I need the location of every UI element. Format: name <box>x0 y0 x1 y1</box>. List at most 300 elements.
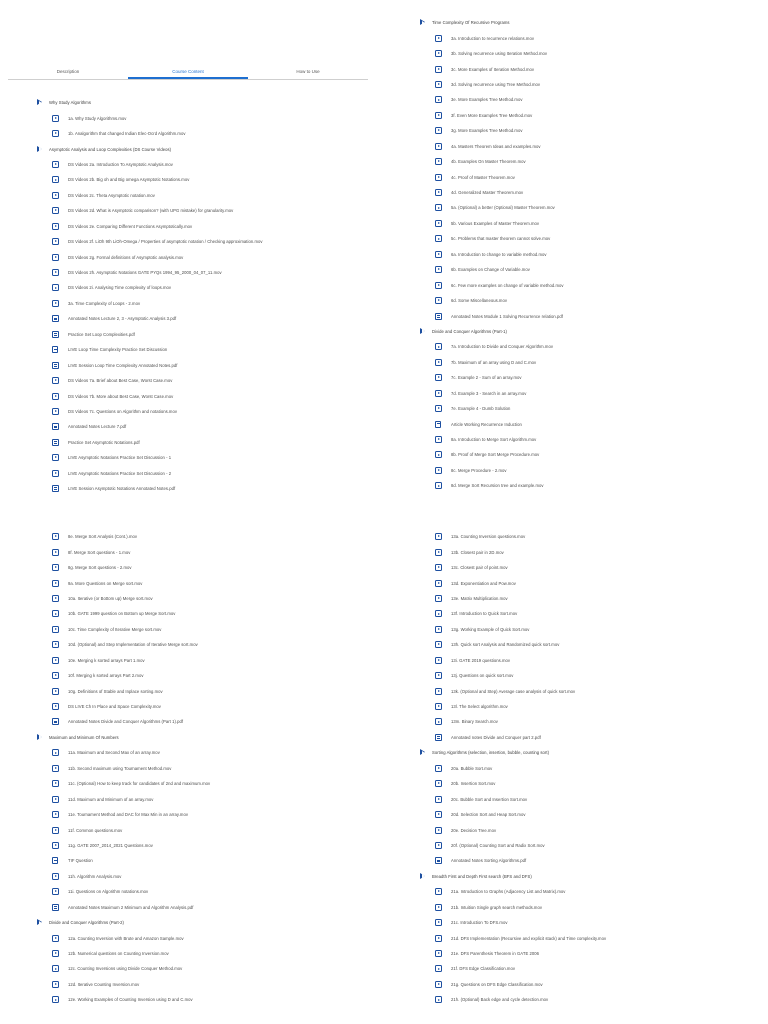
lesson-item[interactable] <box>384 653 768 668</box>
video-icon <box>435 657 442 664</box>
video-icon <box>52 470 59 477</box>
lesson-item[interactable] <box>384 247 768 262</box>
lesson-item[interactable] <box>384 30 768 45</box>
video-icon <box>435 436 442 443</box>
notes-icon <box>52 904 59 911</box>
notes-icon <box>52 331 59 338</box>
lesson-item[interactable] <box>0 807 384 822</box>
video-icon <box>435 235 442 242</box>
notes-icon <box>435 857 442 864</box>
lesson-item[interactable] <box>384 370 768 385</box>
lesson-item[interactable] <box>0 745 384 760</box>
video-icon <box>435 688 442 695</box>
lesson-title: 8b. Proof of Merge Sort Merge Procedure.mov <box>451 452 540 458</box>
video-icon <box>52 765 59 772</box>
lesson-item[interactable] <box>0 622 384 637</box>
lesson-item[interactable] <box>0 265 384 280</box>
lesson-item[interactable] <box>384 853 768 868</box>
lesson-item[interactable] <box>0 668 384 683</box>
lesson-title: 11h. Algorithm Analysis.mov <box>68 873 122 879</box>
lesson-title: 13e. Matrix Multiplication.mov <box>451 595 508 601</box>
lesson-title: 6d. Some Miscellaneous.mov <box>451 298 507 304</box>
screen-quadrant-bottom-left <box>0 512 384 1024</box>
lesson-item[interactable] <box>0 761 384 776</box>
lesson-item[interactable] <box>0 172 384 187</box>
lesson-item[interactable] <box>0 946 384 961</box>
lesson-title: 21a. Introduction to Graphs (Adjacency List and Matrix).mov <box>451 889 566 895</box>
video-icon <box>435 718 442 725</box>
lesson-title: 8c. Merge Procedure - 2.mov <box>451 467 507 473</box>
lesson-title: LIVE Asymptotic Notations Practice Set Discussion - 2 <box>68 470 172 476</box>
lesson-title: LIVE Session Asymptotic Notations Annotated Notes.pdf <box>68 486 176 492</box>
video-icon <box>52 657 59 664</box>
lesson-item[interactable] <box>384 575 768 590</box>
lesson-title: 21e. DFS Parenthesis Theorem in GATE 2006 <box>451 951 540 957</box>
video-icon <box>435 965 442 972</box>
lesson-item[interactable] <box>0 157 384 172</box>
lesson-title: 3b. Solving recurrence using Iteration Method.mov <box>451 51 548 57</box>
lesson-item[interactable] <box>0 234 384 249</box>
lesson-item[interactable] <box>0 822 384 837</box>
section-header[interactable] <box>0 95 384 110</box>
lesson-title: Article Working Recurrence Induction <box>451 421 522 427</box>
video-icon <box>435 626 442 633</box>
video-icon <box>52 641 59 648</box>
video-icon <box>435 282 442 289</box>
video-icon <box>52 996 59 1003</box>
lesson-title: DS Videos 2e. Comparing Different Functions Asymptotically.mov <box>68 223 193 229</box>
video-icon <box>435 610 442 617</box>
chevron-right-icon <box>37 919 43 926</box>
video-icon <box>52 610 59 617</box>
video-icon <box>52 935 59 942</box>
lesson-item[interactable] <box>384 807 768 822</box>
video-icon <box>435 451 442 458</box>
lesson-title: DS Videos 2c. Theta Asymptotic notation.mov <box>68 192 155 198</box>
lesson-item[interactable] <box>0 544 384 559</box>
section-header[interactable] <box>0 915 384 930</box>
course-content-list <box>384 15 768 494</box>
video-icon <box>435 220 442 227</box>
lesson-title: 20e. Decision Tree.mov <box>451 827 497 833</box>
section-header[interactable] <box>0 141 384 156</box>
lesson-title: DS Videos 7c. Questions on Algorithm and notations.mov <box>68 408 177 414</box>
notes-icon <box>52 423 59 430</box>
lesson-item[interactable] <box>0 838 384 853</box>
lesson-title: 3g. More Examples Tree Method.mov <box>451 128 523 134</box>
video-icon <box>435 266 442 273</box>
course-content-list <box>0 529 384 1008</box>
lesson-title: 13m. Binary Search.mov <box>451 719 498 725</box>
lesson-title: 13b. Closest pair in 2D.mov <box>451 549 504 555</box>
lesson-title: Annotated Notes Module 1 Solving Recurrence relation.pdf <box>451 313 563 319</box>
lesson-item[interactable] <box>0 529 384 544</box>
lesson-item[interactable] <box>0 930 384 945</box>
lesson-item[interactable] <box>0 203 384 218</box>
lesson-title: 21c. Introduction To DFS.mov <box>451 920 508 926</box>
lesson-title: 7e. Example 4 - Dumb Solution <box>451 406 511 412</box>
lesson-item[interactable] <box>0 961 384 976</box>
lesson-item[interactable] <box>0 404 384 419</box>
lesson-item[interactable] <box>384 46 768 61</box>
lesson-item[interactable] <box>384 761 768 776</box>
lesson-title: 11b. Second maximum using Tournament Method.mov <box>68 765 172 771</box>
lesson-item[interactable] <box>384 92 768 107</box>
lesson-item[interactable] <box>384 169 768 184</box>
lesson-title: 5b. Various Examples of Master Theorem.mov <box>451 220 540 226</box>
lesson-item[interactable] <box>0 653 384 668</box>
lesson-title: Annotated Notes Sorting Algorithms.pdf <box>451 858 527 864</box>
lesson-item[interactable] <box>384 683 768 698</box>
lesson-title: 13f. Introduction to Quick Sort.mov <box>451 611 518 617</box>
section-title: Divide and Conquer Algorithms (Part-2) <box>49 920 124 926</box>
lesson-title: 13c. Closest pair of point.mov <box>451 565 508 571</box>
lesson-item[interactable] <box>384 432 768 447</box>
lesson-item[interactable] <box>384 560 768 575</box>
lesson-title: Annotated Notes Lecture 2, 3 - Asymptotic Analysis 3.pdf <box>68 316 177 322</box>
video-icon <box>435 765 442 772</box>
lesson-item[interactable] <box>0 249 384 264</box>
video-icon <box>435 297 442 304</box>
lesson-title: 7c. Example 2 - Sum of an array.mov <box>451 375 522 381</box>
lesson-title: 10d. (Optional) and Step Implementation of Iterative Merge sort.mov <box>68 642 198 648</box>
lesson-item[interactable] <box>0 992 384 1007</box>
video-icon <box>52 161 59 168</box>
lesson-title: 13i. GATE 2019 questions.mov <box>451 657 511 663</box>
section-header[interactable] <box>0 730 384 745</box>
lesson-item[interactable] <box>384 463 768 478</box>
lesson-item[interactable] <box>384 61 768 76</box>
video-icon <box>435 904 442 911</box>
chevron-right-icon <box>420 19 426 26</box>
video-icon <box>52 393 59 400</box>
lesson-item[interactable] <box>0 419 384 434</box>
lesson-title: 13h. Quick sort Analysis and Randomized quick sort.mov <box>451 642 560 648</box>
lesson-title: 8g. Merge Sort questions - 2.mov <box>68 565 132 571</box>
video-icon <box>435 811 442 818</box>
lesson-item[interactable] <box>384 606 768 621</box>
video-icon <box>435 796 442 803</box>
video-icon <box>435 50 442 57</box>
video-icon <box>435 189 442 196</box>
section-title: Maximum and Minimum Of Numbers <box>49 734 119 740</box>
video-icon <box>52 254 59 261</box>
video-icon <box>52 827 59 834</box>
lesson-title: 1a. Why Study Algorithms.mov <box>68 115 127 121</box>
lesson-item[interactable] <box>0 575 384 590</box>
lesson-item[interactable] <box>384 915 768 930</box>
lesson-title: 21g. Questions on DFS Edge Classification.mov <box>451 981 543 987</box>
lesson-item[interactable] <box>0 900 384 915</box>
document-icon <box>52 857 58 864</box>
lesson-item[interactable] <box>0 637 384 652</box>
lesson-title: 11g. GATE 2007_2014_2021 Questions.mov <box>68 842 153 848</box>
video-icon <box>52 549 59 556</box>
lesson-item[interactable] <box>384 714 768 729</box>
lesson-item[interactable] <box>384 293 768 308</box>
lesson-item[interactable] <box>384 200 768 215</box>
lesson-item[interactable] <box>0 188 384 203</box>
lesson-title: 20f. (Optional) Counting Sort and Radix Sort.mov <box>451 842 545 848</box>
lesson-title: 9a. More Questions on Merge sort.mov <box>68 580 143 586</box>
lesson-item[interactable] <box>0 591 384 606</box>
lesson-title: Annotated Notes Divide and Conquer Algorithms (Part 1).pdf <box>68 719 184 725</box>
lesson-item[interactable] <box>0 683 384 698</box>
lesson-title: DS Videos 2b. Big oh and Big omega Asymptotic Notations.mov <box>68 177 190 183</box>
course-content-list <box>384 529 768 1008</box>
section-header[interactable] <box>384 869 768 884</box>
lesson-title: 4b. Examples On Master Theorem.mov <box>451 159 526 165</box>
content-tabs <box>8 66 368 80</box>
chevron-right-icon <box>420 328 426 335</box>
notes-icon <box>435 313 442 320</box>
lesson-item[interactable] <box>384 946 768 961</box>
lesson-item[interactable] <box>384 478 768 493</box>
lesson-title: DS Videos 2f. LiOh 9th LiOh-Omega / Properties of asymptotic notation / Checking approximation.mov <box>68 239 263 245</box>
lesson-title: 10b. GATE 1999 question on Bottom up Merge Sort.mov <box>68 611 176 617</box>
lesson-item[interactable] <box>384 77 768 92</box>
chevron-right-icon <box>37 99 43 106</box>
section-header[interactable] <box>384 324 768 339</box>
video-icon <box>52 176 59 183</box>
lesson-title: 8e. Merge Sort Analysis (Cont.).mov <box>68 534 138 540</box>
lesson-item[interactable] <box>384 930 768 945</box>
lesson-item[interactable] <box>0 776 384 791</box>
lesson-title: 8d. Merge Sort Recursion tree and example.mov <box>451 483 544 489</box>
video-icon <box>435 143 442 150</box>
lesson-item[interactable] <box>0 977 384 992</box>
lesson-title: 12b. Numerical questions on Counting Inversion.mov <box>68 951 169 957</box>
video-icon <box>435 549 442 556</box>
lesson-item[interactable] <box>384 838 768 853</box>
lesson-title: 3a. Time Complexity of Loops - 2.mov <box>68 300 141 306</box>
lesson-item[interactable] <box>384 231 768 246</box>
lesson-title: 5a. (Optional) a better (Optional) Master Theorem.mov <box>451 205 555 211</box>
video-icon <box>435 390 442 397</box>
lesson-item[interactable] <box>384 339 768 354</box>
lesson-item[interactable] <box>0 280 384 295</box>
video-icon <box>435 780 442 787</box>
lesson-title: 13g. Working Example of Quick Sort.mov <box>451 626 530 632</box>
video-icon <box>435 935 442 942</box>
lesson-item[interactable] <box>384 277 768 292</box>
lesson-item[interactable] <box>384 308 768 323</box>
notes-icon <box>52 439 59 446</box>
lesson-item[interactable] <box>384 447 768 462</box>
lesson-title: 4c. Proof of Master Theorem.mov <box>451 174 515 180</box>
section-title: Sorting Algorithms (selection, insertion, bubble, counting sort) <box>432 750 550 756</box>
lesson-title: 3f. Even More Examples Tree Method.mov <box>451 112 533 118</box>
lesson-item[interactable] <box>0 481 384 496</box>
lesson-item[interactable] <box>0 296 384 311</box>
lesson-item[interactable] <box>384 622 768 637</box>
lesson-title: DS Videos 7a. Brief about Best Case, Worst Case.mov <box>68 378 173 384</box>
video-icon <box>52 595 59 602</box>
lesson-title: 3a. Introduction to recurrence relations.mov <box>451 35 534 41</box>
tab-course-content[interactable]: Course Content <box>128 66 248 79</box>
lesson-item[interactable] <box>384 591 768 606</box>
video-icon <box>435 641 442 648</box>
course-content-list <box>0 95 384 496</box>
section-header[interactable] <box>384 745 768 760</box>
lesson-title: 11e. Tournament Method and DAC for Max Min in an array.mov <box>68 812 188 818</box>
lesson-title: 10e. Merging k sorted arrays Part 1.mov <box>68 657 145 663</box>
video-icon <box>52 796 59 803</box>
lesson-item[interactable] <box>384 822 768 837</box>
lesson-item[interactable] <box>0 884 384 899</box>
chevron-right-icon <box>37 146 43 153</box>
lesson-item[interactable] <box>384 139 768 154</box>
lesson-item[interactable] <box>0 357 384 372</box>
video-icon <box>435 827 442 834</box>
video-icon <box>435 564 442 571</box>
section-header[interactable] <box>384 15 768 30</box>
lesson-item[interactable] <box>0 869 384 884</box>
lesson-title: 21h. (Optional) Back edge and cycle detection.mov <box>451 997 549 1003</box>
video-icon <box>52 223 59 230</box>
lesson-item[interactable] <box>0 714 384 729</box>
video-icon <box>52 580 59 587</box>
lesson-title: 21b. Intuition Single graph search methods.mov <box>451 904 542 910</box>
lesson-title: DS Videos 2a. Introduction To Asymptotic Analysis.mov <box>68 161 173 167</box>
lesson-item[interactable] <box>0 606 384 621</box>
video-icon <box>52 269 59 276</box>
document-icon <box>435 421 441 428</box>
video-icon <box>52 192 59 199</box>
screen-quadrant-bottom-right <box>384 512 768 1024</box>
lesson-title: 12d. Iterative Counting Inversion.mov <box>68 981 140 987</box>
lesson-title: DS Videos 2d. What is Asymptotic comparison? (with UPG mistake) for granularity.mov <box>68 208 234 214</box>
notes-icon <box>52 315 59 322</box>
lesson-title: 10c. Time Complexity of Iterative Merge sort.mov <box>68 626 162 632</box>
video-icon <box>52 672 59 679</box>
lesson-item[interactable] <box>384 884 768 899</box>
video-icon <box>435 66 442 73</box>
lesson-item[interactable] <box>384 154 768 169</box>
lesson-title: 12e. Working Examples of Counting Inversion using D and C.mov <box>68 997 193 1003</box>
lesson-item[interactable] <box>0 699 384 714</box>
section-title: Time Complexity Of Recursive Programs <box>432 20 510 26</box>
lesson-item[interactable] <box>384 262 768 277</box>
video-icon <box>435 127 442 134</box>
tab-how-to-use[interactable]: How to Use <box>296 69 320 74</box>
lesson-item[interactable] <box>0 466 384 481</box>
lesson-item[interactable] <box>384 401 768 416</box>
video-icon <box>52 811 59 818</box>
lesson-item[interactable] <box>0 327 384 342</box>
lesson-item[interactable] <box>384 668 768 683</box>
video-icon <box>52 950 59 957</box>
lesson-item[interactable] <box>0 853 384 868</box>
lesson-title: 13a. Counting Inversion questions.mov <box>451 534 526 540</box>
video-icon <box>435 981 442 988</box>
lesson-item[interactable] <box>384 529 768 544</box>
lesson-title: DS LIVE Ch In Place and Space Complexity.mov <box>68 704 161 710</box>
lesson-title: DS Videos 2g. Formal definitions of Asymptotic analysis.mov <box>68 254 184 260</box>
video-icon <box>52 873 59 880</box>
lesson-title: 8f. Merge Sort questions - 1.mov <box>68 549 131 555</box>
video-icon <box>435 842 442 849</box>
lesson-item[interactable] <box>384 216 768 231</box>
lesson-item[interactable] <box>384 123 768 138</box>
lesson-item[interactable] <box>0 311 384 326</box>
lesson-item[interactable] <box>0 110 384 125</box>
lesson-title: 11i. Questions on Algorithm notations.mov <box>68 889 149 895</box>
lesson-item[interactable] <box>384 544 768 559</box>
lesson-item[interactable] <box>384 977 768 992</box>
lesson-title: 1b. Analgorithm that changed Indian Elec-Ocrd Algorithm.mov <box>68 131 186 137</box>
lesson-item[interactable] <box>0 450 384 465</box>
lesson-title: 6c. Few more examples on change of variable method.mov <box>451 282 564 288</box>
lesson-item[interactable] <box>384 900 768 915</box>
video-icon <box>52 888 59 895</box>
lesson-item[interactable] <box>384 791 768 806</box>
video-icon <box>52 454 59 461</box>
lesson-title: Annotated notes Divide and Conquer part 2.pdf <box>451 734 541 740</box>
lesson-item[interactable] <box>0 388 384 403</box>
lesson-item[interactable] <box>0 560 384 575</box>
lesson-item[interactable] <box>0 435 384 450</box>
video-icon <box>435 950 442 957</box>
lesson-title: 20b. Insertion Sort.mov <box>451 781 496 787</box>
lesson-item[interactable] <box>0 219 384 234</box>
lesson-item[interactable] <box>0 373 384 388</box>
lesson-item[interactable] <box>384 386 768 401</box>
lesson-title: 10f. Merging k sorted arrays Part 2.mov <box>68 673 144 679</box>
video-icon <box>435 996 442 1003</box>
lesson-item[interactable] <box>384 776 768 791</box>
lesson-item[interactable] <box>384 961 768 976</box>
video-icon <box>52 564 59 571</box>
lesson-item[interactable] <box>384 992 768 1007</box>
lesson-item[interactable] <box>384 416 768 431</box>
lesson-item[interactable] <box>384 108 768 123</box>
lesson-title: TIF Question <box>68 858 93 864</box>
video-icon <box>52 238 59 245</box>
lesson-title: 13d. Exponentiation and Pow.mov <box>451 580 516 586</box>
lesson-title: DS Videos 2h. Asymptotic Notations GATE PYQs 1994_95_2000_04_07_11.mov <box>68 270 222 276</box>
chevron-right-icon <box>420 873 426 880</box>
lesson-title: LIVE Session Loop Time Complexity Annotated Notes.pdf <box>68 362 178 368</box>
document-icon <box>52 346 58 353</box>
lesson-item[interactable] <box>0 791 384 806</box>
lesson-title: Practice Set Asymptotic Notations.pdf <box>68 439 140 445</box>
lesson-title: 21d. DFS Implementation (Recursive and explicit stack) and Time complexity.mov <box>451 935 607 941</box>
lesson-title: 11d. Maximum and Minimum of an array.mov <box>68 796 154 802</box>
lesson-title: 20c. Bubble Sort and Insertion Sort.mov <box>451 796 528 802</box>
lesson-item[interactable] <box>384 699 768 714</box>
video-icon <box>435 533 442 540</box>
lesson-title: 10a. Iterative (or Bottom up) Merge sort.mov <box>68 595 153 601</box>
lesson-item[interactable] <box>384 637 768 652</box>
lesson-title: 12a. Counting Inversion with Brute and Amazon Sample.mov <box>68 935 184 941</box>
lesson-title: 7b. Maximum of an array using D and C.mov <box>451 359 537 365</box>
lesson-item[interactable] <box>384 730 768 745</box>
lesson-item[interactable] <box>384 355 768 370</box>
video-icon <box>52 130 59 137</box>
tab-description[interactable]: Description <box>56 69 80 74</box>
chevron-right-icon <box>420 749 426 756</box>
video-icon <box>52 703 59 710</box>
lesson-item[interactable] <box>0 342 384 357</box>
lesson-item[interactable] <box>0 126 384 141</box>
lesson-title: Annotated Notes Maximum 2 Minimum and Algorithm Analysis.pdf <box>68 904 194 910</box>
lesson-item[interactable] <box>384 185 768 200</box>
video-icon <box>52 300 59 307</box>
lesson-title: LIVE Loop Time Complexity Practice Set Discussion <box>68 347 168 353</box>
lesson-title: 6a. Introduction to change to variable method.mov <box>451 251 547 257</box>
lesson-title: 20d. Selection Sort and Heap Sort.mov <box>451 812 526 818</box>
